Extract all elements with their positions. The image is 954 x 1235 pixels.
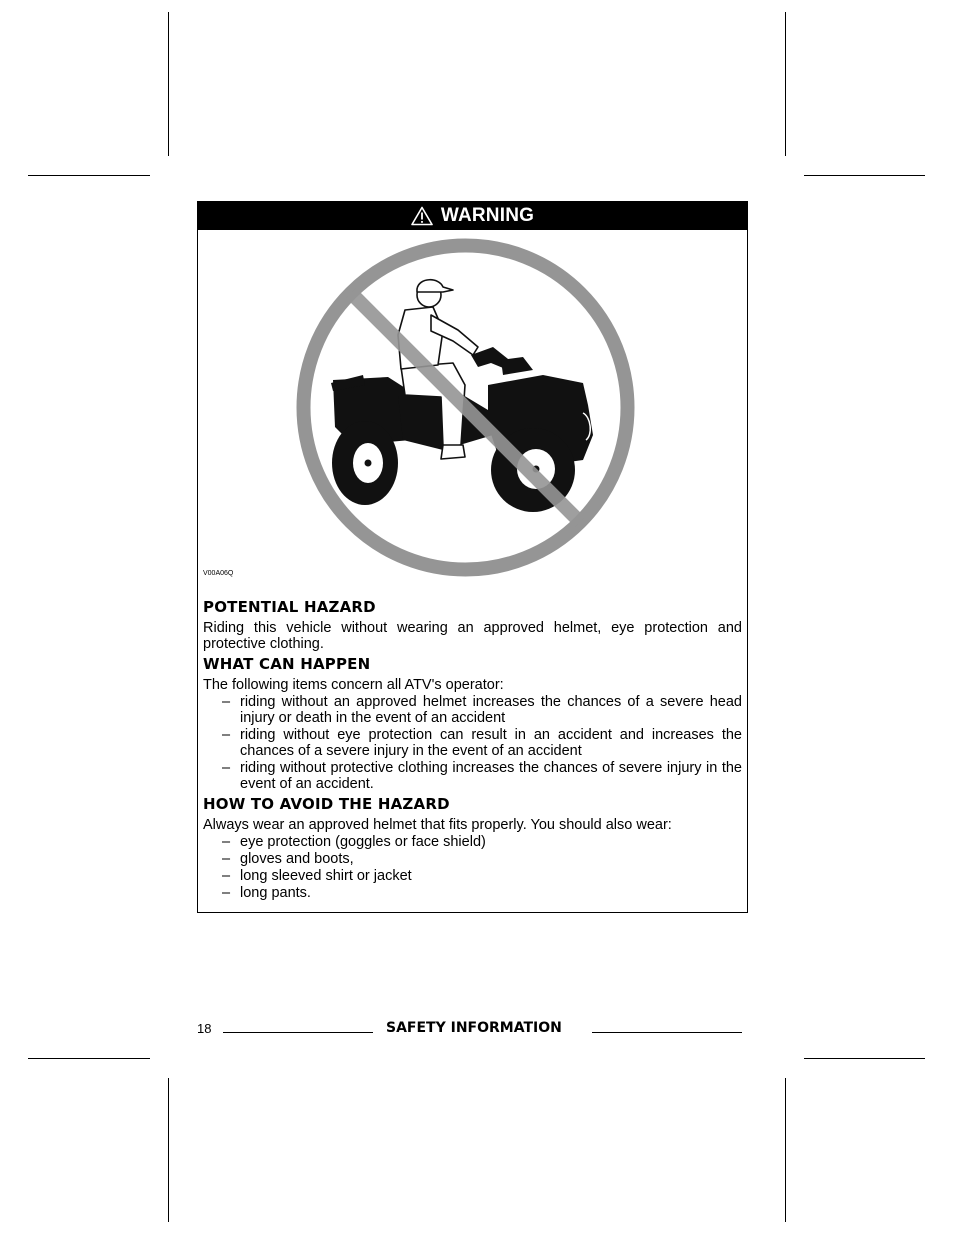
figure-code: V00A06Q xyxy=(203,570,234,577)
potential-hazard-text: Riding this vehicle without wearing an approved helmet, eye protection and protective clothing. xyxy=(203,620,742,652)
crop-mark xyxy=(168,1078,169,1222)
no-riding-without-gear-icon xyxy=(293,235,638,580)
how-to-avoid-list xyxy=(203,834,742,901)
warning-title: WARNING xyxy=(440,205,535,226)
list-dash: – xyxy=(222,694,231,710)
list-item-text: long sleeved shirt or jacket xyxy=(240,868,412,884)
list-item xyxy=(203,868,742,884)
list-item xyxy=(203,727,742,759)
list-item-text: riding without an approved helmet increases the chances of a severe head injury or death in the event of an accident xyxy=(240,694,742,726)
page-number: 18 xyxy=(197,1021,212,1036)
warning-content xyxy=(203,598,742,901)
warning-header xyxy=(198,202,747,230)
crop-mark xyxy=(168,12,169,156)
what-can-happen-list xyxy=(203,694,742,792)
list-dash: – xyxy=(222,885,231,901)
list-item xyxy=(203,694,742,726)
list-dash: – xyxy=(222,851,231,867)
footer-rule xyxy=(592,1032,742,1033)
warning-triangle-icon xyxy=(411,206,433,226)
what-can-happen-intro: The following items concern all ATV's operator: xyxy=(203,677,504,693)
how-to-avoid-intro: Always wear an approved helmet that fits properly. You should also wear: xyxy=(203,817,672,833)
list-item-text: gloves and boots, xyxy=(240,851,354,867)
list-item-text: eye protection (goggles or face shield) xyxy=(240,834,486,850)
list-item xyxy=(203,834,742,850)
list-item xyxy=(203,760,742,792)
what-can-happen-heading: WHAT CAN HAPPEN xyxy=(203,655,371,673)
list-dash: – xyxy=(222,834,231,850)
footer-section-title: SAFETY INFORMATION xyxy=(386,1020,562,1036)
crop-mark xyxy=(804,1058,925,1059)
list-dash: – xyxy=(222,727,231,743)
footer-rule xyxy=(223,1032,373,1033)
crop-mark xyxy=(804,175,925,176)
crop-mark xyxy=(28,1058,150,1059)
how-to-avoid-heading: HOW TO AVOID THE HAZARD xyxy=(203,795,450,813)
crop-mark xyxy=(785,12,786,156)
potential-hazard-heading: POTENTIAL HAZARD xyxy=(203,598,376,616)
crop-mark xyxy=(785,1078,786,1222)
page-footer xyxy=(197,1018,743,1038)
list-item-text: riding without eye protection can result in an accident and increases the chances of a severe injury in the event of an accident xyxy=(240,727,742,759)
crop-mark xyxy=(28,175,150,176)
list-item xyxy=(203,885,742,901)
warning-box xyxy=(197,201,748,913)
list-dash: – xyxy=(222,868,231,884)
list-dash: – xyxy=(222,760,231,776)
list-item-text: riding without protective clothing increases the chances of severe injury in the event of an accident. xyxy=(240,760,742,792)
list-item-text: long pants. xyxy=(240,885,311,901)
list-item xyxy=(203,851,742,867)
